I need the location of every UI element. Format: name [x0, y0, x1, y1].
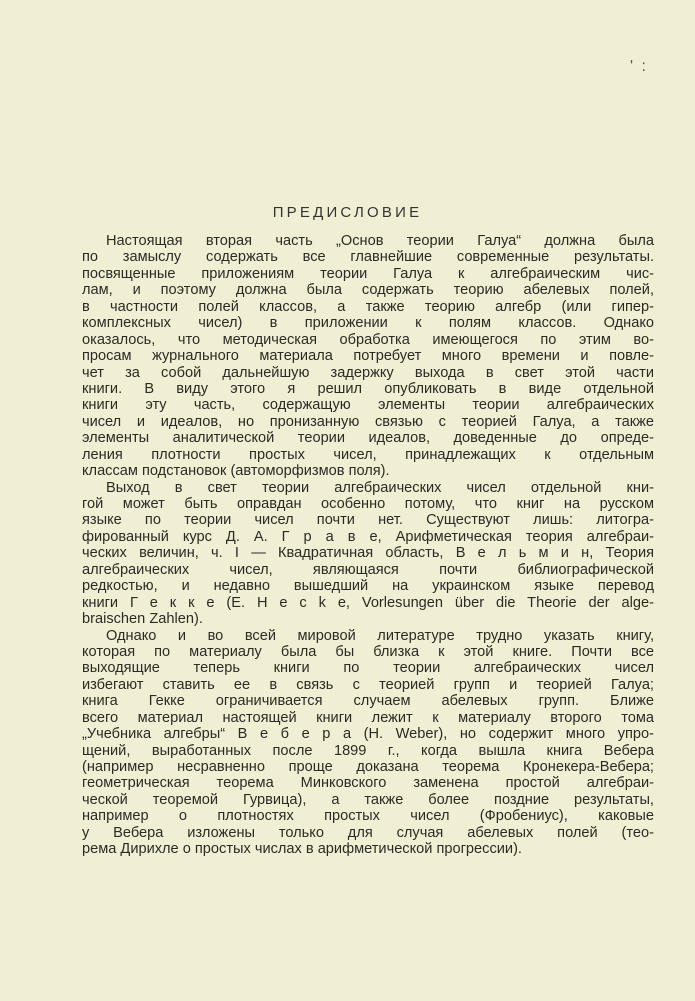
text-line: у Вебера изложены только для случая абелевых полей (тео- — [82, 824, 654, 841]
text-line: книги. В виду этого я решил опубликовать в виде отдельной — [82, 380, 654, 397]
text-line: ческой теоремой Гурвица), а также более поздние результаты, — [82, 791, 654, 808]
text-line: по замыслу содержать все главнейшие современные результаты. — [82, 249, 654, 266]
text-line: геометрическая теорема Минковского заменена простой алгебраи- — [82, 775, 654, 792]
text-line: классам подстановок (автоморфизмов поля). — [82, 463, 390, 480]
text-line: чисел и идеалов, но пронизанную связью с теорией Галуа, а также — [82, 413, 654, 430]
text-line: языке по теории чисел почти нет. Существуют лишь: литогра- — [82, 512, 654, 529]
text-line: избегают ставить ее в связь с теорией групп и теорией Галуа; — [82, 676, 654, 693]
text-line: просам журнального материала потребует много времени и повле- — [82, 348, 654, 365]
page-marks: ' : — [630, 58, 648, 75]
text-line: редкостью, и недавно вышедший на украинском языке перевод — [82, 578, 654, 595]
text-line: например о плотностях простых чисел (Фробениус), каковые — [82, 808, 654, 825]
text-line: „Учебника алгебры“ В е б е р а (H. Weber), но содержит много упро- — [82, 726, 654, 743]
text-line: Настоящая вторая часть „Основ теории Галуа“ должна была — [106, 233, 654, 249]
page-title: ПРЕДИСЛОВИЕ — [272, 204, 423, 221]
text-line: элементы аналитической теории идеалов, доведенные до опреде- — [82, 430, 654, 447]
text-line: (например несравненно проще доказана теорема Кронекера-Вебера; — [82, 759, 654, 775]
body-text — [82, 233, 654, 858]
text-line: ческих величин, ч. I — Квадратичная область, В е л ь м и н, Теория — [82, 545, 654, 562]
text-line: Однако и во всей мировой литературе трудно указать книгу, — [106, 627, 654, 644]
text-line: оказалось, что методическая обработка имеющегося по этим во- — [82, 331, 654, 348]
text-line: фированный курс Д. А. Г р а в е, Арифметическая теория алгебраи- — [82, 528, 654, 545]
text-line: braischen Zahlen). — [82, 611, 203, 628]
text-line: книга Гекке ограничивается случаем абелевых групп. Ближе — [82, 693, 654, 710]
text-line: всего материал настоящей книги лежит к материалу второго тома — [82, 709, 654, 726]
text-line: чет за собой дальнейшую задержку выхода в свет этой части — [82, 364, 654, 381]
text-line: книги эту часть, содержащую элементы теории алгебраических — [82, 397, 654, 414]
text-line: Выход в свет теории алгебраических чисел отдельной кни- — [106, 479, 654, 496]
text-line: щений, выработанных после 1899 г., когда вышла книга Вебера — [82, 742, 654, 759]
text-line: лам, и поэтому должна была содержать теорию абелевых полей, — [82, 282, 654, 299]
text-line: алгебраических чисел, являющаяся почти библиографической — [82, 561, 654, 578]
text-line: рема Дирихле о простых числах в арифметической прогрессии). — [82, 841, 522, 858]
text-line: книги Г е к к е (E. H e c k e, Vorlesungen über die Theorie der alge- — [82, 594, 654, 611]
text-line: гой может быть оправдан особенно потому, что книг на русском — [82, 496, 654, 512]
text-line: посвященные приложениям теории Галуа к алгебраическим чис- — [82, 265, 654, 282]
text-line: которая по материалу была бы близка к этой книге. Почти все — [82, 643, 654, 660]
text-line: выходящие теперь книги по теории алгебраических чисел — [82, 660, 654, 677]
text-line: комплексных чисел) в приложении к полям классов. Однако — [82, 315, 654, 332]
text-line: ления плотности простых чисел, принадлежащих к отдельным — [82, 446, 654, 463]
text-line: в частности полей классов, а также теорию алгебр (или гипер- — [82, 298, 654, 315]
